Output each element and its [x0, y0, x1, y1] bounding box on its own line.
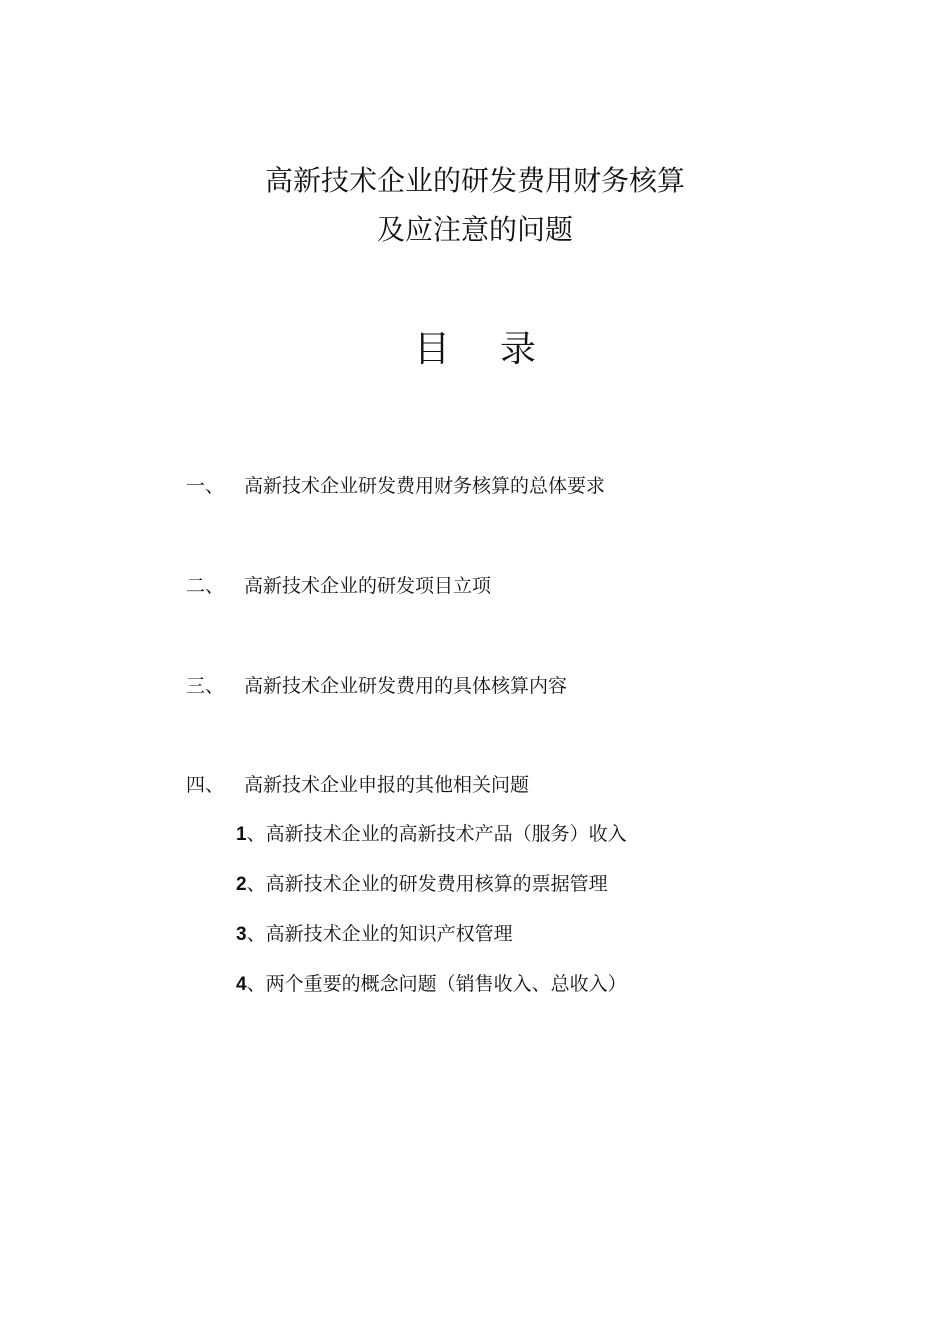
toc-item	[186, 473, 605, 499]
toc-subitem-text: 、高新技术企业的高新技术产品（服务）收入	[246, 823, 627, 845]
toc-subitem-number: 1	[236, 824, 247, 845]
toc-item	[186, 573, 491, 599]
toc-item-number: 二、	[186, 575, 225, 597]
toc-item-number: 四、	[186, 774, 225, 796]
toc-subitem-number: 3	[236, 924, 247, 945]
toc-subitem-number: 4	[236, 974, 247, 995]
toc-subitem	[236, 921, 513, 948]
toc-item	[186, 673, 567, 699]
toc-item	[186, 772, 529, 798]
toc-subitem-text: 、两个重要的概念问题（销售收入、总收入）	[246, 973, 627, 995]
toc-subitem	[236, 871, 608, 898]
toc-subitem	[236, 971, 627, 998]
toc-heading-char1: 目	[413, 329, 450, 370]
toc-heading-char2: 录	[500, 329, 537, 370]
toc-subitem-number: 2	[236, 874, 247, 895]
document-title-line1: 高新技术企业的研发费用财务核算	[264, 164, 685, 197]
toc-item-text: 高新技术企业的研发项目立项	[244, 575, 492, 597]
toc-item-number: 一、	[186, 475, 225, 497]
toc-item-text: 高新技术企业研发费用的具体核算内容	[244, 675, 568, 697]
toc-heading	[0, 328, 950, 372]
toc-subitem	[236, 821, 627, 848]
toc-item-text: 高新技术企业研发费用财务核算的总体要求	[244, 475, 606, 497]
toc-item-number: 三、	[186, 675, 225, 697]
toc-subitem-text: 、高新技术企业的研发费用核算的票据管理	[246, 873, 608, 895]
toc-item-text: 高新技术企业申报的其他相关问题	[244, 774, 530, 796]
document-title-line2: 及应注意的问题	[376, 213, 573, 246]
toc-subitem-text: 、高新技术企业的知识产权管理	[246, 923, 513, 945]
